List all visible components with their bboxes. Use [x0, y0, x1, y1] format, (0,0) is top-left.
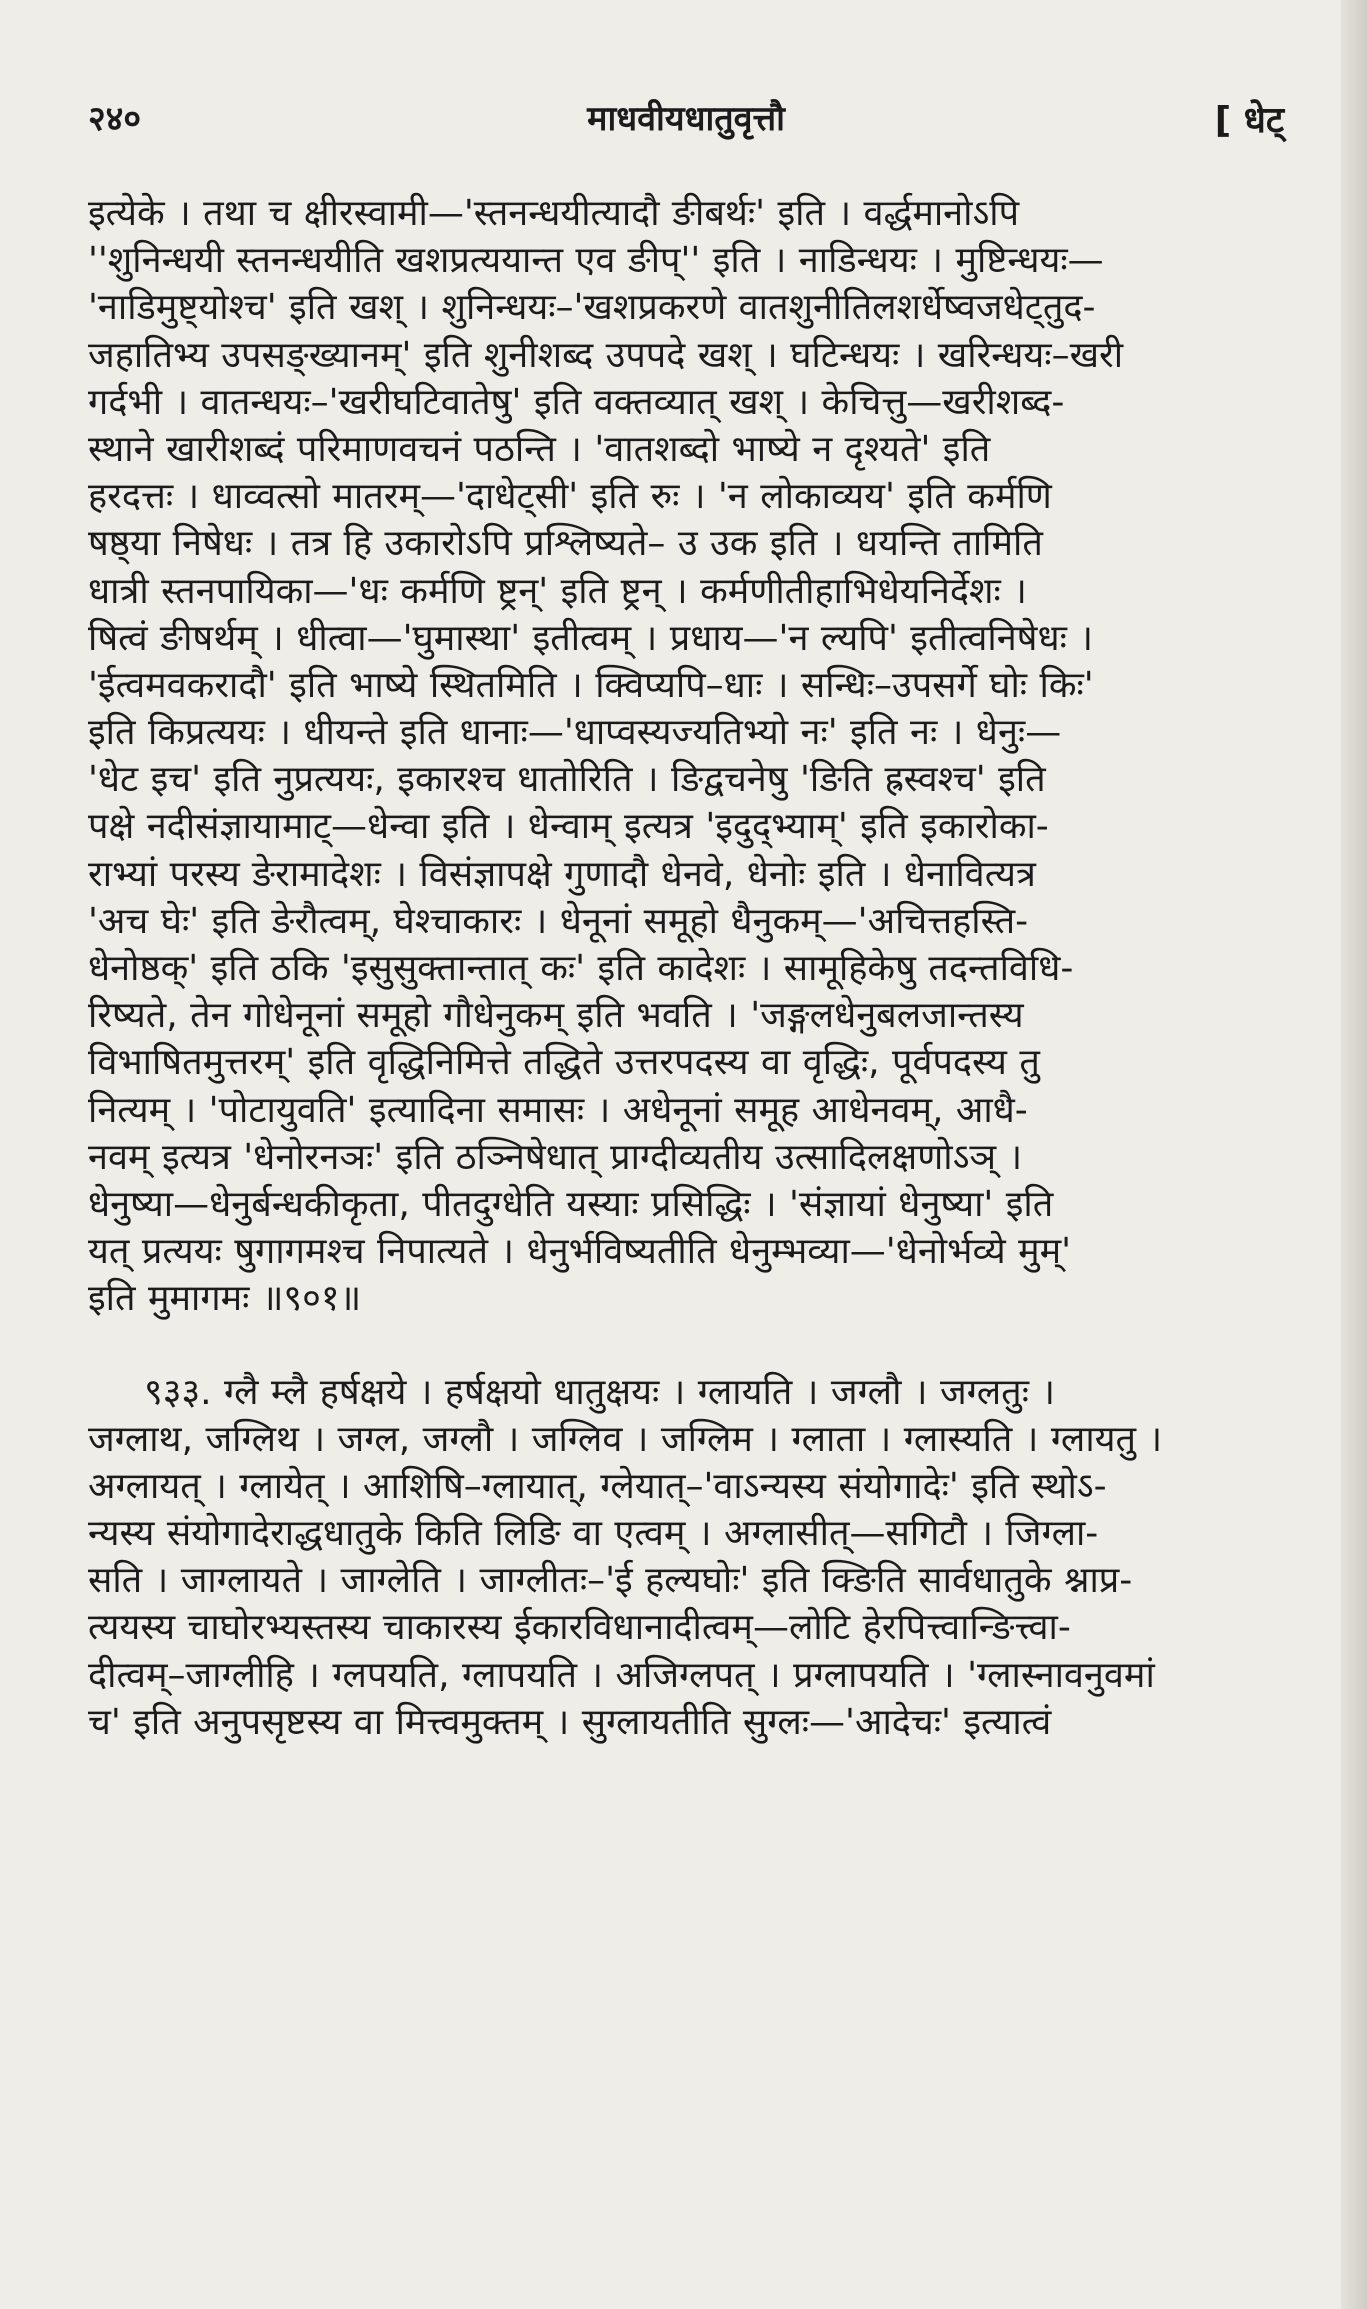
text-line: इति मुमागमः ॥९०१॥	[88, 1278, 362, 1320]
text-line: ''शुनिन्धयी स्तनन्धयीति खशप्रत्ययान्त एव ङीप्'' इति । नाडिन्धयः । मुष्टिन्धयः—	[88, 240, 1104, 282]
page-edge-shadow	[1341, 0, 1367, 2309]
text-line: धेनोष्ठक्' इति ठकि 'इसुसुक्तान्तात् कः' इति कादेशः । सामूहिकेषु तदन्तविधि-	[88, 948, 1074, 989]
text-line: जहातिभ्य उपसङ्ख्यानम्' इति शुनीशब्द उपपदे खश् । घटिन्धयः । खरिन्धयः–खरी	[88, 334, 1124, 376]
text-line: नवम् इत्यत्र 'धेनोरनञः' इति ठञ्निषेधात् प्राग्दीव्यतीय उत्सादिलक्षणोऽञ् ।	[88, 1136, 1023, 1178]
text-line: नित्यम् । 'पोटायुवति' इत्यादिना समासः । अधेनूनां समूह आधेनवम्, आधै-	[88, 1089, 1028, 1131]
text-line: ९३३. ग्लै म्लै हर्षक्षये । हर्षक्षयो धातुक्षयः । ग्लायति । जग्लौ । जग्लतुः ।	[144, 1371, 1056, 1413]
page-header	[88, 94, 1284, 154]
text-line: च' इति अनुपसृष्टस्य वा मित्त्वमुक्तम् । सुग्लायतीति सुग्लः—'आदेचः' इत्यात्वं	[88, 1701, 1052, 1743]
page-number: २४०	[88, 99, 142, 139]
running-title: माधवीयधातुवृत्तौ	[587, 99, 785, 139]
text-line: 'नाडिमुष्ट्योश्च' इति खश् । शुनिन्धयः–'खशप्रकरणे वातशुनीतिलशर्धेष्वजधेट्तुद-	[88, 287, 1096, 329]
text-line: सति । जाग्लायते । जाग्लेति । जाग्लीतः–'ई हल्यघोः' इति क्ङिति सार्वधातुके श्नाप्र-	[88, 1560, 1133, 1602]
page-body	[88, 190, 1284, 1746]
text-line: इति किप्रत्ययः । धीयन्ते इति धानाः—'धाप्वस्यज्यतिभ्यो नः' इति नः । धेनुः—	[88, 712, 1062, 754]
text-line: 'अच घेः' इति ङेरौत्वम्, घेश्चाकारः । धेनूनां समूहो धैनुकम्—'अचित्तहस्ति-	[88, 900, 1029, 942]
text-line: रिष्यते, तेन गोधेनूनां समूहो गौधेनुकम् इति भवति । 'जङ्गलधेनुबलजान्तस्य	[88, 995, 1024, 1037]
text-line: षित्वं ङीषर्थम् । धीत्वा—'घुमास्था' इतीत्वम् । प्रधाय—'न ल्यपि' इतीत्वनिषेधः ।	[88, 617, 1093, 659]
text-line: दीत्वम्–जाग्लीहि । ग्लपयति, ग्लापयति । अजिग्लपत् । प्रग्लापयति । 'ग्लास्नावनुवमां	[88, 1654, 1155, 1696]
text-line: त्ययस्य चाघोरभ्यस्तस्य चाकारस्य ईकारविधानादीत्वम्—लोटि हेरपित्त्वान्ङित्त्वा-	[88, 1607, 1071, 1649]
text-line: जग्लाथ, जग्लिथ । जग्ल, जग्लौ । जग्लिव । जग्लिम । ग्लाता । ग्लास्यति । ग्लायतु ।	[88, 1418, 1163, 1460]
text-line: पक्षे नदीसंज्ञायामाट्—धेन्वा इति । धेन्वाम् इत्यत्र 'इदुद्भ्याम्' इति इकारोका-	[88, 806, 1049, 848]
text-line: धात्री स्तनपायिका—'धः कर्मणि ष्ट्रन्' इति ष्ट्रन् । कर्मणीतीहाभिधेयनिर्देशः ।	[88, 570, 1027, 612]
text-line: यत् प्रत्ययः षुगागमश्च निपात्यते । धेनुर्भविष्यतीति धेनुम्भव्या—'धेनोर्भव्ये मुम्'	[88, 1231, 1072, 1273]
section-tag: [ धेट्	[1214, 100, 1284, 141]
text-line: इत्येके । तथा च क्षीरस्वामी—'स्तनन्धयीत्यादौ ङीबर्थः' इति । वर्द्धमानोऽपि	[88, 193, 1020, 234]
text-line: गर्दभी । वातन्धयः–'खरीघटिवातेषु' इति वक्तव्यात् खश् । केचित्तु—खरीशब्द-	[88, 381, 1065, 423]
text-line: धेनुष्या—धेनुर्बन्धकीकृता, पीतदुग्धेति यस्याः प्रसिद्धिः । 'संज्ञायां धेनुष्या' इति	[88, 1183, 1054, 1225]
text-line: स्थाने खारीशब्दं परिमाणवचनं पठन्ति । 'वातशब्दो भाष्ये न दृश्यते' इति	[88, 428, 991, 470]
text-line: षष्ठ्या निषेधः । तत्र हि उकारोऽपि प्रश्लिष्यते– उ उक इति । धयन्ति तामिति	[88, 523, 1043, 565]
text-line: 'धेट इच' इति नुप्रत्ययः, इकारश्च धातोरिति । ङिद्वचनेषु 'ङिति ह्रस्वश्च' इति	[88, 759, 1046, 801]
text-line: न्यस्य संयोगादेराद्धधातुके किति लिङि वा एत्वम् । अग्लासीत्—सगिटौ । जिग्ला-	[88, 1513, 1099, 1555]
text-line: अग्लायत् । ग्लायेत् । आशिषि–ग्लायात्, ग्लेयात्–'वाऽन्यस्य संयोगादेः' इति स्थोऽ-	[88, 1465, 1107, 1507]
text-line: हरदत्तः । धाव्वत्सो मातरम्—'दाधेट्सी' इति रुः । 'न लोकाव्यय' इति कर्मणि	[88, 476, 1052, 518]
paragraph-glai-mlai	[88, 1369, 1284, 1747]
text-line: राभ्यां परस्य ङेरामादेशः । विसंज्ञापक्षे गुणादौ धेनवे, धेनोः इति । धेनावित्यत्र	[88, 853, 1036, 895]
text-line: 'ईत्वमवकरादौ' इति भाष्ये स्थितमिति । क्विप्यपि–धाः । सन्धिः–उपसर्गे घोः किः'	[88, 664, 1094, 706]
paragraph-dhet-commentary	[88, 190, 1284, 1323]
text-line: विभाषितमुत्तरम्' इति वृद्धिनिमित्ते तद्धिते उत्तरपदस्य वा वृद्धिः, पूर्वपदस्य तु	[88, 1042, 1040, 1084]
